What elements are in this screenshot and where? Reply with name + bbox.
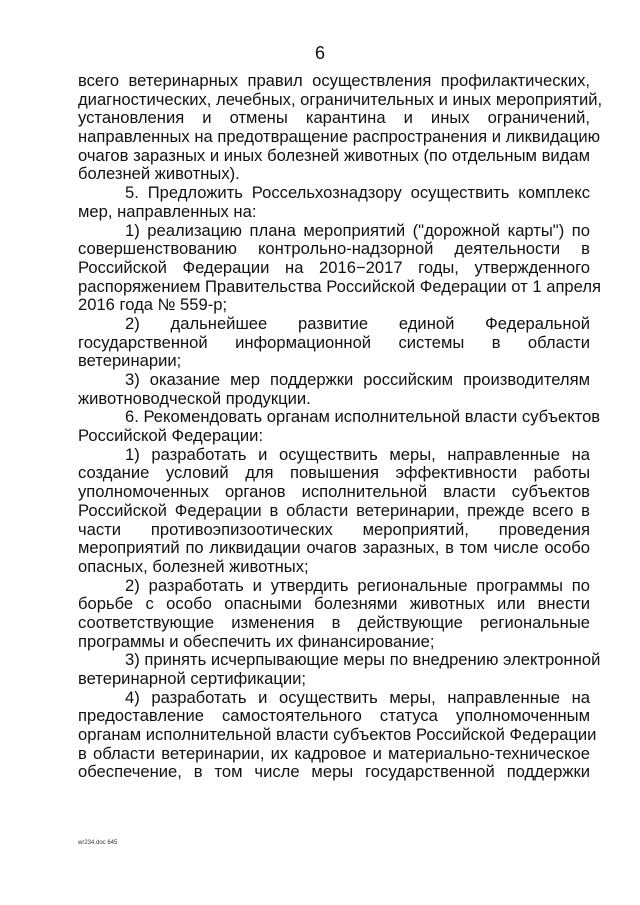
paragraph	[78, 71, 603, 184]
text-line: 4) разработать и осуществить меры, направленные на	[125, 687, 590, 707]
document-body	[78, 71, 603, 782]
text-line: части противоэпизоотических мероприятий, проведения	[78, 519, 590, 539]
text-line: в области ветеринарии, их кадровое и материально-техническое	[78, 743, 590, 763]
paragraph	[78, 446, 590, 577]
text-line: обеспечение, в том числе меры государственной поддержки	[78, 762, 590, 782]
page-number: 6	[314, 43, 325, 63]
text-line: мер, направленных на:	[78, 201, 257, 221]
paragraph	[78, 184, 590, 221]
text-line: соответствующие изменения в действующие региональные	[78, 612, 590, 632]
text-line: 1) реализацию плана мероприятий ("дорожной карты") по	[125, 220, 590, 240]
text-line: 1) разработать и осуществить меры, направленные на	[125, 444, 590, 464]
text-line: болезней животных).	[78, 164, 240, 184]
paragraph	[78, 220, 602, 315]
text-line: создание условий для повышения эффективности работы	[78, 463, 590, 483]
text-line: ветеринарии;	[78, 351, 182, 371]
text-line: ветеринарной сертификации;	[78, 669, 307, 688]
paragraph	[78, 407, 601, 446]
text-line: борьбе с особо опасными болезнями животных или внести	[78, 594, 590, 614]
text-line: мероприятий по ликвидации очагов заразных, в том числе особо	[78, 538, 590, 558]
text-line: программы и обеспечить их финансирование;	[78, 631, 435, 651]
text-line: очагов заразных и иных болезней животных (по отдельным видам	[78, 145, 590, 165]
text-line: предоставление самостоятельного статуса уполномоченным	[78, 706, 590, 726]
text-line: Российской Федерации в области ветеринарии, прежде всего в	[78, 500, 590, 520]
paragraph	[78, 371, 590, 408]
text-line: 3) оказание мер поддержки российским производителям	[125, 370, 590, 389]
paragraph	[78, 577, 590, 652]
text-line: Российской Федерации на 2016−2017 годы, утвержденного	[78, 257, 590, 277]
text-line: диагностических, лечебных, ограничительных и иных мероприятий,	[78, 89, 603, 109]
text-line: всего ветеринарных правил осуществления профилактических,	[78, 71, 590, 90]
text-line: направленных на предотвращение распространения и ликвидацию	[78, 127, 601, 147]
text-line: органам исполнительной власти субъектов Российской Федерации	[78, 725, 597, 745]
text-line: совершенствованию контрольно-надзорной деятельности в	[78, 239, 590, 259]
text-line: распоряжением Правительства Российской Федерации от 1 апреля	[78, 276, 602, 296]
text-line: 2) дальнейшее развитие единой Федеральной	[125, 313, 590, 333]
text-line: 5. Предложить Россельхознадзору осуществить комплекс	[125, 183, 590, 203]
text-line: государственной информационной системы в области	[78, 332, 590, 352]
footer-file-reference: wr234.doc 645	[78, 840, 118, 846]
text-line: 2) разработать и утвердить региональные программы по	[125, 575, 590, 595]
text-line: животноводческой продукции.	[78, 388, 311, 408]
paragraph	[78, 315, 590, 371]
text-line: 6. Рекомендовать органам исполнительной власти субъектов	[125, 407, 601, 427]
text-line: 3) принять исчерпывающие меры по внедрению электронной	[125, 650, 601, 670]
text-line: уполномоченных органов исполнительной власти субъектов	[78, 482, 590, 502]
text-line: Российской Федерации:	[78, 426, 264, 446]
paragraph	[78, 687, 597, 782]
text-line: установления и отмены карантина и иных ограничений,	[78, 108, 590, 128]
paragraph	[78, 650, 601, 688]
text-line: опасных, болезней животных;	[78, 556, 309, 576]
text-line: 2016 года № 559-р;	[78, 295, 228, 315]
